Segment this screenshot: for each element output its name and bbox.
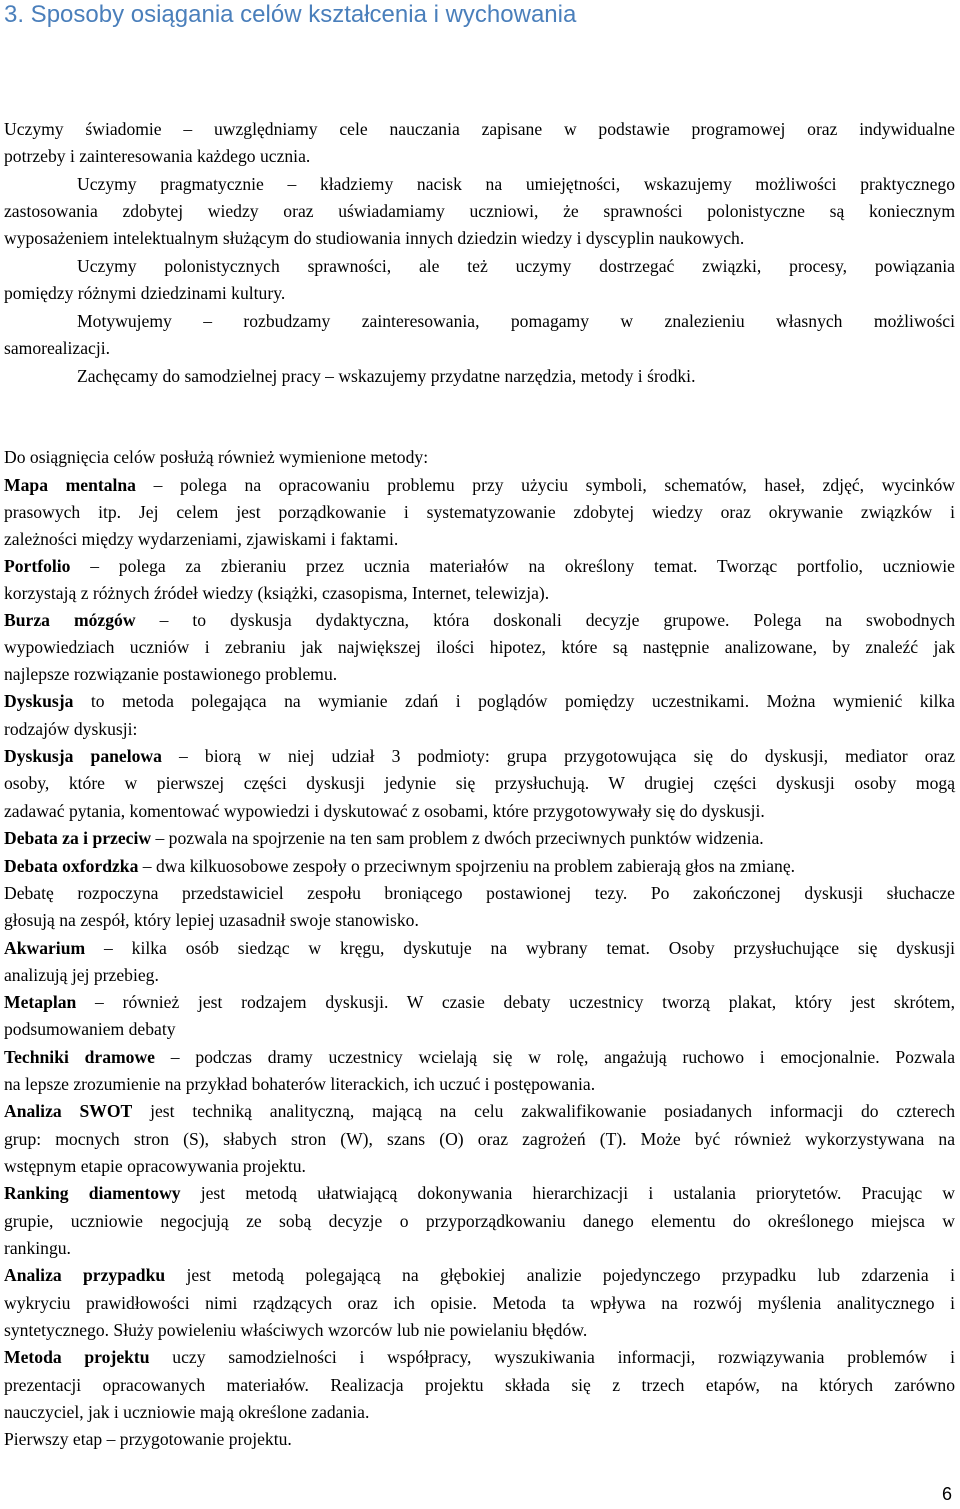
method-line: grup: mocnych stron (S), słabych stron (W), szans (O) oraz zagrożeń (T). Może być również wykorzystywana na [4, 1129, 955, 1149]
method-line: wykryciu prawidłowości nimi rządzących oraz ich opisie. Metoda ta wpływa na rozwój myślenia analitycznego i [4, 1293, 955, 1313]
method-text: jest metodą ułatwiającą dokonywania hierarchizacji i ustalania priorytetów. Pracując w [180, 1183, 955, 1203]
intro-line: zastosowania zdobytej wiedzy oraz uświadamiamy uczniowi, że sprawności polonistyczne są koniecznym [4, 201, 955, 221]
page-number: 6 [941, 1484, 952, 1504]
intro-line: Uczymy świadomie – uwzględniamy cele nauczania zapisane w podstawie programowej oraz indywidualne [4, 119, 955, 139]
method-line: podsumowaniem debaty [4, 1019, 176, 1039]
method-term: Techniki dramowe [4, 1047, 155, 1067]
method-text: – również jest rodzajem dyskusji. W czasie debaty uczestnicy tworzą plakat, który jest skrótem, [76, 992, 955, 1012]
method-burza [4, 607, 955, 634]
method-term: Debata za i przeciw [4, 828, 152, 848]
method-term: Akwarium [4, 938, 86, 958]
intro-line: Motywujemy – rozbudzamy zainteresowania, pomagamy w znalezieniu własnych możliwości [77, 311, 955, 331]
method-line: korzystają z różnych źródeł wiedzy (książki, czasopisma, Internet, telewizja). [4, 583, 550, 603]
method-text: – kilka osób siedząc w kręgu, dyskutuje na wybrany temat. Osoby przysłuchujące się dyskusji [85, 938, 955, 958]
method-term: Burza mózgów [4, 610, 136, 630]
method-line: grupie, uczniowie negocjują ze sobą decyzje o przyporządkowaniu danego elementu do określonego miejsca w [4, 1211, 955, 1231]
method-akwarium [4, 935, 955, 962]
method-term: Metaplan [4, 992, 77, 1012]
method-term: Dyskusja panelowa [4, 746, 162, 766]
method-line: najlepsze rozwiązanie postawionego problemu. [4, 664, 338, 684]
intro-line: Zachęcamy do samodzielnej pracy – wskazujemy przydatne narzędzia, metody i środki. [77, 366, 696, 386]
method-line: syntetycznego. Służy powieleniu właściwych wzorców lub nie powielaniu błędów. [4, 1320, 588, 1340]
intro-line: samorealizacji. [4, 338, 110, 358]
method-line: rankingu. [4, 1238, 71, 1258]
method-text: – dwa kilkuosobowe zespoły o przeciwnym spojrzeniu na problem zabierają głos na zmianę. [138, 856, 796, 876]
method-term: Dyskusja [4, 691, 74, 711]
method-line: nauczyciel, jak i uczniowie mają określone zadania. [4, 1402, 370, 1422]
method-oxford [4, 853, 955, 880]
methods-intro: Do osiągnięcia celów posłużą również wymienione metody: [4, 447, 429, 467]
method-line: prezentacji opracowanych materiałów. Realizacja projektu składa się z trzech etapów, na których zarówno [4, 1375, 955, 1395]
section-heading: 3. Sposoby osiągania celów kształcenia i wychowania [4, 1, 577, 28]
method-text: – podczas dramy uczestnicy wcielają się w rolę, angażują ruchowo i emocjonalnie. Pozwala [155, 1047, 955, 1067]
method-text: – to dyskusja dydaktyczna, która doskonali decyzje grupowe. Polega na swobodnych [135, 610, 955, 630]
method-dyskusja [4, 688, 955, 715]
method-term: Metoda projektu [4, 1347, 150, 1367]
method-line: na lepsze zrozumienie na przykład bohaterów literackich, ich uczuć i postępowania. [4, 1074, 596, 1094]
method-text: – polega na opracowaniu problemu przy użyciu symboli, schematów, haseł, zdjęć, wycinków [135, 475, 955, 495]
method-swot [4, 1098, 955, 1125]
method-line: zależności między wydarzeniami, zjawiskami i faktami. [4, 529, 399, 549]
method-metaplan [4, 989, 955, 1016]
method-term: Analiza SWOT [4, 1101, 133, 1121]
method-line: wypowiedziach uczniów i zebraniu jak największej ilości hipotez, które są następnie analizowane, by znaleźć jak [4, 637, 955, 657]
method-text: – biorą w niej udział 3 podmioty: grupa przygotowująca się do dyskusji, mediator oraz [161, 746, 955, 766]
method-term: Ranking diamentowy [4, 1183, 181, 1203]
method-przypadek [4, 1262, 955, 1289]
method-portfolio [4, 553, 955, 580]
method-line: prasowych itp. Jej celem jest porządkowanie i systematyzowanie zdobytej wiedzy oraz okrywanie związków i [4, 502, 955, 522]
intro-line: pomiędzy różnymi dziedzinami kultury. [4, 283, 286, 303]
method-term: Analiza przypadku [4, 1265, 166, 1285]
method-line: wstępnym etapie opracowywania projektu. [4, 1156, 306, 1176]
method-line: zadawać pytania, komentować wypowiedzi i dyskutować z osobami, które przygotowywały się do dyskusji. [4, 801, 765, 821]
method-dramowe [4, 1044, 955, 1071]
method-line: Pierwszy etap – przygotowanie projektu. [4, 1429, 292, 1449]
method-debata [4, 825, 955, 852]
method-line: osoby, które w pierwszej części dyskusji jedynie się przysłuchują. W drugiej części dyskusji osoby mogą [4, 773, 955, 793]
method-text: uczy samodzielności i współpracy, wyszukiwania informacji, rozwiązywania problemów i [149, 1347, 955, 1367]
method-text: to metoda polegająca na wymianie zdań i poglądów pomiędzy uczestnikami. Można wymienić kilka [73, 691, 955, 711]
intro-line: Uczymy polonistycznych sprawności, ale też uczymy dostrzegać związki, procesy, powiązania [77, 256, 955, 276]
method-panelowa [4, 743, 955, 770]
method-text: – polega za zbieraniu przez ucznia materiałów na określony temat. Tworząc portfolio, uczniowie [70, 556, 955, 576]
method-mapa [4, 472, 955, 499]
method-line: rodzajów dyskusji: [4, 719, 138, 739]
method-projekt [4, 1344, 955, 1371]
method-term: Portfolio [4, 556, 71, 576]
method-term: Mapa mentalna [4, 475, 136, 495]
method-ranking [4, 1180, 955, 1207]
intro-line: wyposażeniem intelektualnym służącym do studiowania innych dziedzin wiedzy i dyscyplin naukowych. [4, 228, 745, 248]
method-term: Debata oxfordzka [4, 856, 139, 876]
intro-line: Uczymy pragmatycznie – kładziemy nacisk na umiejętności, wskazujemy możliwości praktycznego [77, 174, 955, 194]
method-line: analizują jej przebieg. [4, 965, 159, 985]
method-text: jest metodą polegającą na głębokiej analizie pojedynczego przypadku lub zdarzenia i [165, 1265, 955, 1285]
method-text: jest techniką analityczną, mającą na celu zakwalifikowanie posiadanych informacji do czterech [132, 1101, 955, 1121]
method-line: głosują na zespół, który lepiej uzasadnił swoje stanowisko. [4, 910, 419, 930]
method-text: – pozwala na spojrzenie na ten sam problem z dwóch przeciwnych punktów widzenia. [151, 828, 764, 848]
intro-line: potrzeby i zainteresowania każdego ucznia. [4, 146, 311, 166]
method-line: Debatę rozpoczyna przedstawiciel zespołu broniącego postawionej tezy. Po zakończonej dyskusji słuchacze [4, 883, 955, 903]
